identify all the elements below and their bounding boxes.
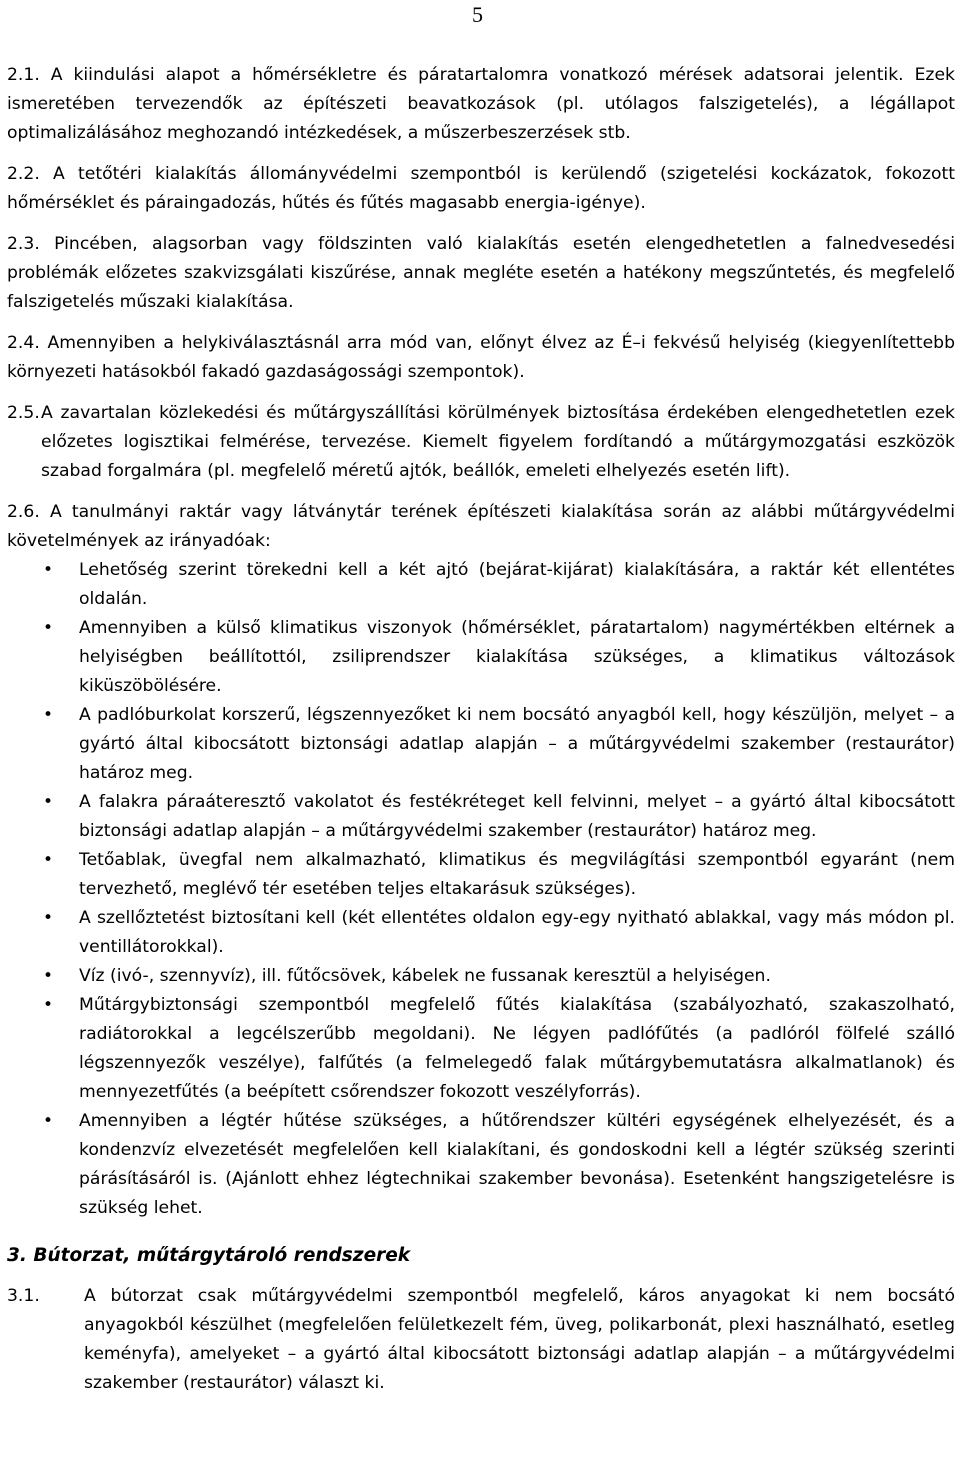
paragraph-text: A zavartalan közlekedési és műtárgyszállítási körülmények biztosítása érdekében elengedhetetlen ezek előzetes logisztikai felmérése, tervezése. Kiemelt figyelem fordítandó a műtárgymozgatási eszközök szabad forgalmára (pl. megfelelő méretű ajtók, beállók, emeleti elhelyezés esetén lift). xyxy=(41,403,955,481)
bullet-icon: • xyxy=(43,850,54,870)
list-item: • Amennyiben a külső klimatikus viszonyok (hőmérséklet, páratartalom) nagymértékben eltérnek a helyiségben beállítottól, zsiliprendszer kialakítása szükséges, a klimatikus változások kiküszöbölésére. xyxy=(7,614,955,701)
paragraph-3-1 xyxy=(7,1282,955,1398)
paragraph-2-2: 2.2. A tetőtéri kialakítás állományvédelmi szempontból is kerülendő (szigetelési kockázatok, fokozott hőmérséklet és páraingadozás, hűtés és fűtés magasabb energia-igénye). xyxy=(7,164,955,213)
paragraph-2-6: 2.6. A tanulmányi raktár vagy látványtár terének építészeti kialakítása során az alábbi műtárgyvédelmi követelmények az irányadóak: xyxy=(7,502,955,551)
paragraph-2-4: 2.4. Amennyiben a helykiválasztásnál arra mód van, előnyt élvez az É–i fekvésű helyiség (kiegyenlítettebb környezeti hatásokból fakadó gazdaságossági szempontok). xyxy=(7,333,955,382)
bullet-icon: • xyxy=(43,560,54,580)
list-item: • A padlóburkolat korszerű, légszennyezőket ki nem bocsátó anyagból kell, hogy készüljön, melyet – a gyártó által kibocsátott biztonsági adatlap alapján – a műtárgyvédelmi szakember (restaurátor) határoz meg. xyxy=(7,701,955,788)
requirements-list xyxy=(7,556,955,1223)
list-item: • Lehetőség szerint törekedni kell a két ajtó (bejárat-kijárat) kialakítására, a raktár két ellentétes oldalán. xyxy=(7,556,955,614)
bullet-icon: • xyxy=(43,792,54,812)
paragraph-2-5 xyxy=(7,399,955,486)
bullet-icon: • xyxy=(43,995,54,1015)
list-item: • Amennyiben a légtér hűtése szükséges, a hűtőrendszer kültéri egységének elhelyezését, és a kondenzvíz elvezetését megfelelően kell kialakítani, és gondoskodni kell a légtér szükség szerinti párásításáról is. (Ajánlott ehhez légtechnikai szakember bevonása). Esetenként hangszigetelésre is szükség lehet. xyxy=(7,1107,955,1223)
bullet-icon: • xyxy=(43,1111,54,1131)
paragraph-2-3: 2.3. Pincében, alagsorban vagy földszinten való kialakítás esetén elengedhetetlen a falnedvesedési problémák előzetes szakvizsgálati kiszűrése, annak megléte esetén a hatékony megszűntetés, és megfelelő falszigetelés műszaki kialakítása. xyxy=(7,234,955,312)
bullet-icon: • xyxy=(43,618,54,638)
paragraph-number: 3.1. xyxy=(7,1286,40,1306)
list-item: • Tetőablak, üvegfal nem alkalmazható, klimatikus és megvilágítási szempontból egyaránt (nem tervezhető, meglévő tér esetében teljes eltakarásuk szükséges). xyxy=(7,846,955,904)
section-heading: 3. Bútorzat, műtárgytároló rendszerek xyxy=(7,1245,411,1266)
bullet-icon: • xyxy=(43,908,54,928)
list-item: • Víz (ivó-, szennyvíz), ill. fűtőcsövek, kábelek ne fussanak keresztül a helyiségen. xyxy=(7,962,955,991)
paragraph-2-1: 2.1. A kiindulási alapot a hőmérsékletre és páratartalomra vonatkozó mérések adatsorai jelentik. Ezek ismeretében tervezendők az építészeti beavatkozások (pl. utólagos falszigetelés), a légállapot optimalizálásához meghozandó intézkedések, a műszerbeszerzések stb. xyxy=(7,65,955,143)
list-item: • Műtárgybiztonsági szempontból megfelelő fűtés kialakítása (szabályozható, szakaszolható, radiátorokkal a legcélszerűbb megoldani). Ne légyen padlófűtés (a padlóról fölfelé szálló légszennyezők veszélye), falfűtés (a felmelegedő falak műtárgybemutatásra alkalmatlanok) és mennyezetfűtés (a beépített csőrendszer fokozott veszélyforrás). xyxy=(7,991,955,1107)
paragraph-number: 2.5. xyxy=(7,403,40,423)
list-item: • A szellőztetést biztosítani kell (két ellentétes oldalon egy-egy nyitható ablakkal, vagy más módon pl. ventillátorokkal). xyxy=(7,904,955,962)
document-body xyxy=(7,61,955,1398)
bullet-icon: • xyxy=(43,966,54,986)
list-item: • A falakra páraáteresztő vakolatot és festékréteget kell felvinni, melyet – a gyártó által kibocsátott biztonsági adatlap alapján – a műtárgyvédelmi szakember (restaurátor) határoz meg. xyxy=(7,788,955,846)
bullet-icon: • xyxy=(43,705,54,725)
page-number: 5 xyxy=(472,2,483,27)
paragraph-text: A bútorzat csak műtárgyvédelmi szempontból megfelelő, káros anyagokat ki nem bocsátó anyagokból készülhet (megfelelően felületkezelt fém, üveg, polikarbonát, plexi használható, esetleg keményfa), amelyeket – a gyártó által kibocsátott biztonsági adatlap alapján – a műtárgyvédelmi szakember (restaurátor) választ ki. xyxy=(84,1286,955,1393)
